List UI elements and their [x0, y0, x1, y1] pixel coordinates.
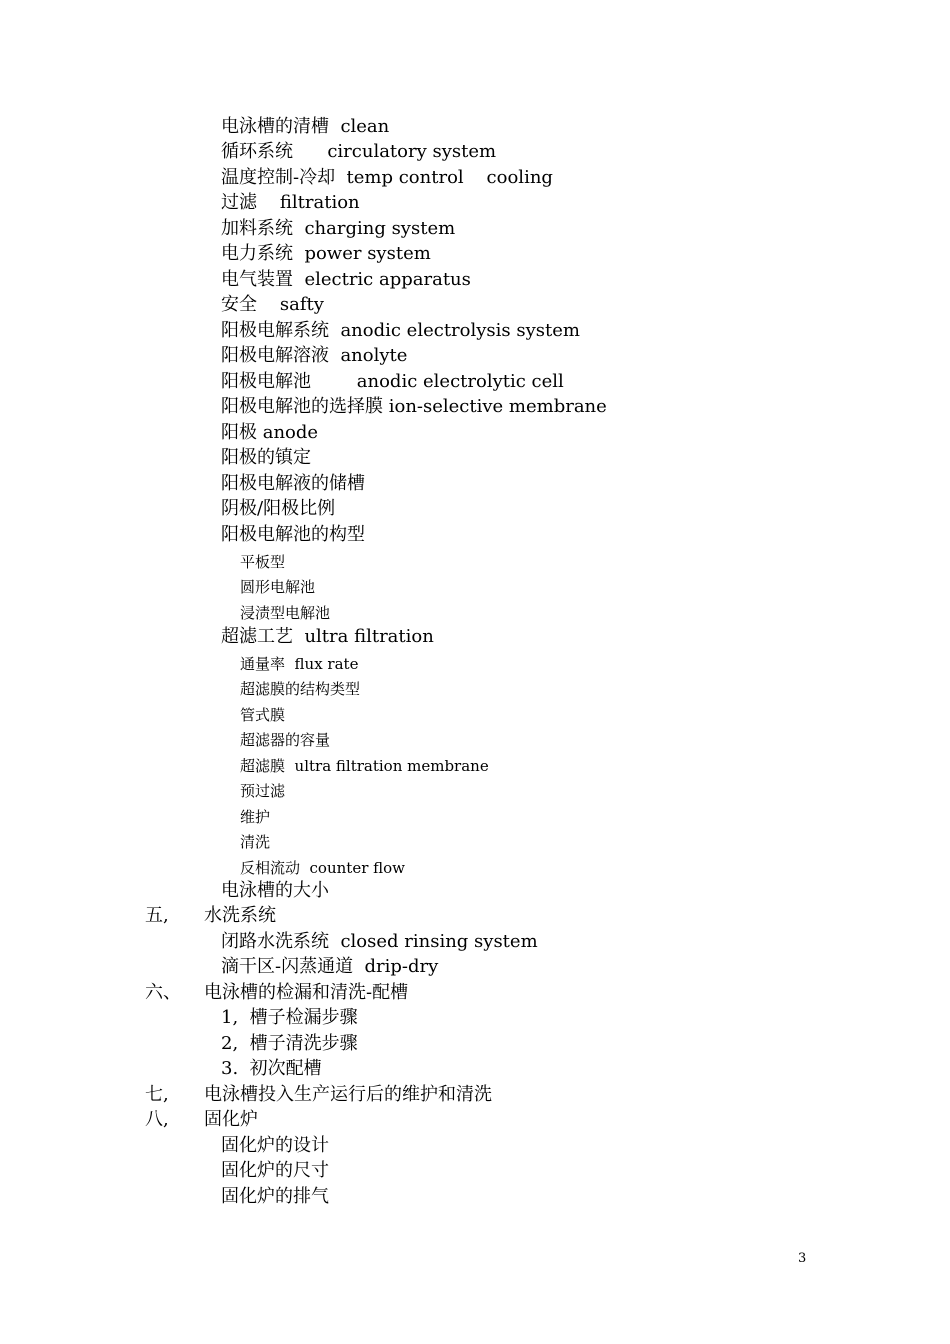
outline-item: 阳极电解池的选择膜 ion-selective membrane	[221, 396, 607, 417]
outline-item: 固化炉的设计	[221, 1135, 329, 1156]
outline-item: 加料系统 charging system	[221, 218, 456, 239]
section-title: 固化炉	[204, 1109, 258, 1130]
outline-subitem: 反相流动 counter flow	[240, 859, 406, 877]
outline-item: 固化炉的排气	[221, 1186, 329, 1207]
outline-item: 阳极电解池的构型	[221, 524, 365, 545]
outline-subitem: 超滤膜 ultra filtration membrane	[240, 757, 489, 775]
outline-subitem: 清洗	[240, 833, 271, 851]
outline-subitem: 平板型	[240, 553, 286, 571]
outline-subitem: 维护	[240, 808, 271, 826]
outline-item: 电泳槽的大小	[221, 880, 329, 901]
outline-item: 2, 槽子清洗步骤	[221, 1033, 358, 1054]
outline-item: 阳极 anode	[221, 422, 319, 443]
outline-item: 温度控制-冷却 temp control cooling	[221, 167, 553, 188]
outline-item: 固化炉的尺寸	[221, 1160, 329, 1181]
outline-item: 阴极/阳极比例	[221, 498, 336, 519]
section-title: 电泳槽投入生产运行后的维护和清洗	[204, 1084, 492, 1105]
section-title: 电泳槽的检漏和清洗-配槽	[204, 982, 409, 1003]
outline-item: 阳极的镇定	[221, 447, 311, 468]
outline-subitem: 管式膜	[240, 706, 286, 724]
outline-item: 闭路水洗系统 closed rinsing system	[221, 931, 538, 952]
outline-item: 过滤 filtration	[221, 192, 360, 213]
page-number: 3	[798, 1251, 807, 1266]
section-number: 五,	[145, 905, 169, 926]
outline-subitem: 圆形电解池	[240, 578, 316, 596]
outline-item: 阳极电解液的储槽	[221, 473, 365, 494]
section-number: 七,	[145, 1084, 169, 1105]
outline-item: 安全 safty	[221, 294, 324, 315]
section-number: 六、	[145, 982, 181, 1003]
outline-subitem: 超滤膜的结构类型	[240, 680, 361, 698]
section-title: 水洗系统	[204, 905, 276, 926]
outline-item: 1, 槽子检漏步骤	[221, 1007, 358, 1028]
outline-item: 电气装置 electric apparatus	[221, 269, 471, 290]
outline-item: 循环系统 circulatory system	[221, 141, 497, 162]
outline-item: 超滤工艺 ultra filtration	[221, 626, 434, 647]
outline-subitem: 超滤器的容量	[240, 731, 331, 749]
outline-subitem: 通量率 flux rate	[240, 655, 359, 673]
section-number: 八,	[145, 1109, 169, 1130]
outline-item: 滴干区-闪蒸通道 drip-dry	[221, 956, 439, 977]
outline-subitem: 浸渍型电解池	[240, 604, 331, 622]
outline-subitem: 预过滤	[240, 782, 286, 800]
outline-item: 电力系统 power system	[221, 243, 431, 264]
outline-item: 阳极电解系统 anodic electrolysis system	[221, 320, 580, 341]
outline-item: 阳极电解溶液 anolyte	[221, 345, 408, 366]
outline-item: 电泳槽的清槽 clean	[221, 116, 390, 137]
outline-item: 3. 初次配槽	[221, 1058, 322, 1079]
outline-item: 阳极电解池 anodic electrolytic cell	[221, 371, 564, 392]
